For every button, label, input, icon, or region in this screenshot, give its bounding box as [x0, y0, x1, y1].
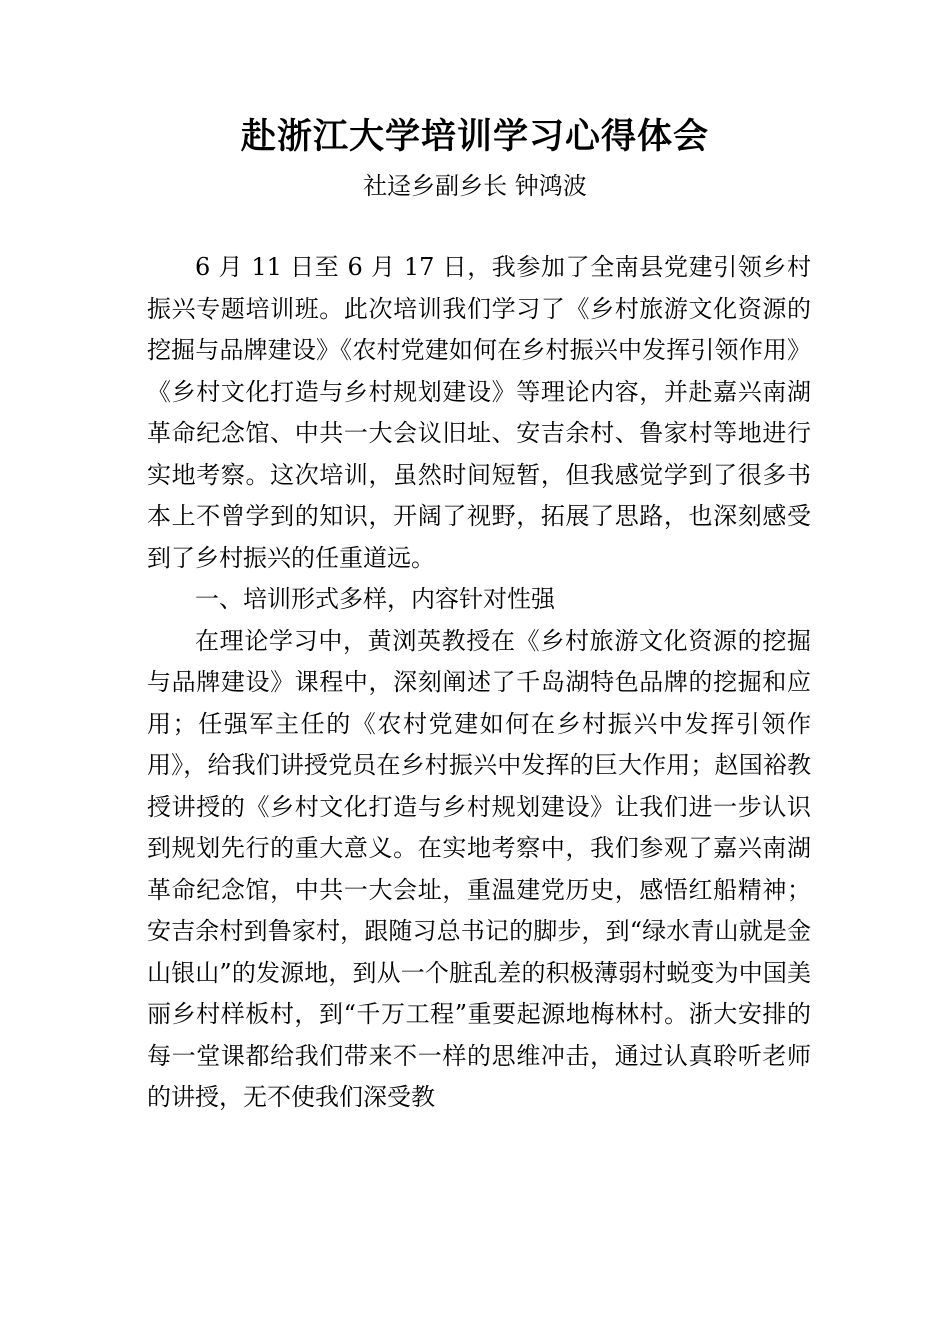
- section-heading: 一、培训形式多样，内容针对性强: [195, 585, 555, 613]
- document-author: 社迳乡副乡长 钟鸿波: [363, 172, 587, 200]
- paragraph-training: 在理论学习中，黄浏英教授在《乡村旅游文化资源的挖掘与品牌建设》课程中，深刻阐述了千岛湖特色品牌的挖掘和应用；任强军主任的《农村党建如何在乡村振兴中发挥引领作用》，给我们讲授党员在乡村振兴中发挥的巨大作用；赵国裕教授讲授的《乡村文化打造与乡村规划建设》让我们进一步认识到规划先行的重大意义。在实地考察中，我们参观了嘉兴南湖革命纪念馆，中共一大会址，重温建党历史，感悟红船精神；安吉余村到鲁家村，跟随习总书记的脚步，到“绿水青山就是金山银山”的发源地，到从一个脏乱差的积极薄弱村蜕变为中国美丽乡村样板村，到“千万工程”重要起源地梅林村。浙大安排的每一堂课都给我们带来不一样的思维冲击，通过认真聆听老师的讲授，无不使我们深受教: [147, 626, 811, 1111]
- document-body: [147, 247, 811, 1119]
- document-title: 赴浙江大学培训学习心得体会: [240, 116, 709, 157]
- paragraph-intro: 6 月 11 日至 6 月 17 日，我参加了全南县党建引领乡村振兴专题培训班。此次培训我们学习了《乡村旅游文化资源的挖掘与品牌建设》《农村党建如何在乡村振兴中发挥引领作用》《乡村文化打造与乡村规划建设》等理论内容，并赴嘉兴南湖革命纪念馆、中共一大会议旧址、安吉余村、鲁家村等地进行实地考察。这次培训，虽然时间短暂，但我感觉学到了很多书本上不曾学到的知识，开阔了视野，拓展了思路，也深刻感受到了乡村振兴的任重道远。: [147, 253, 811, 572]
